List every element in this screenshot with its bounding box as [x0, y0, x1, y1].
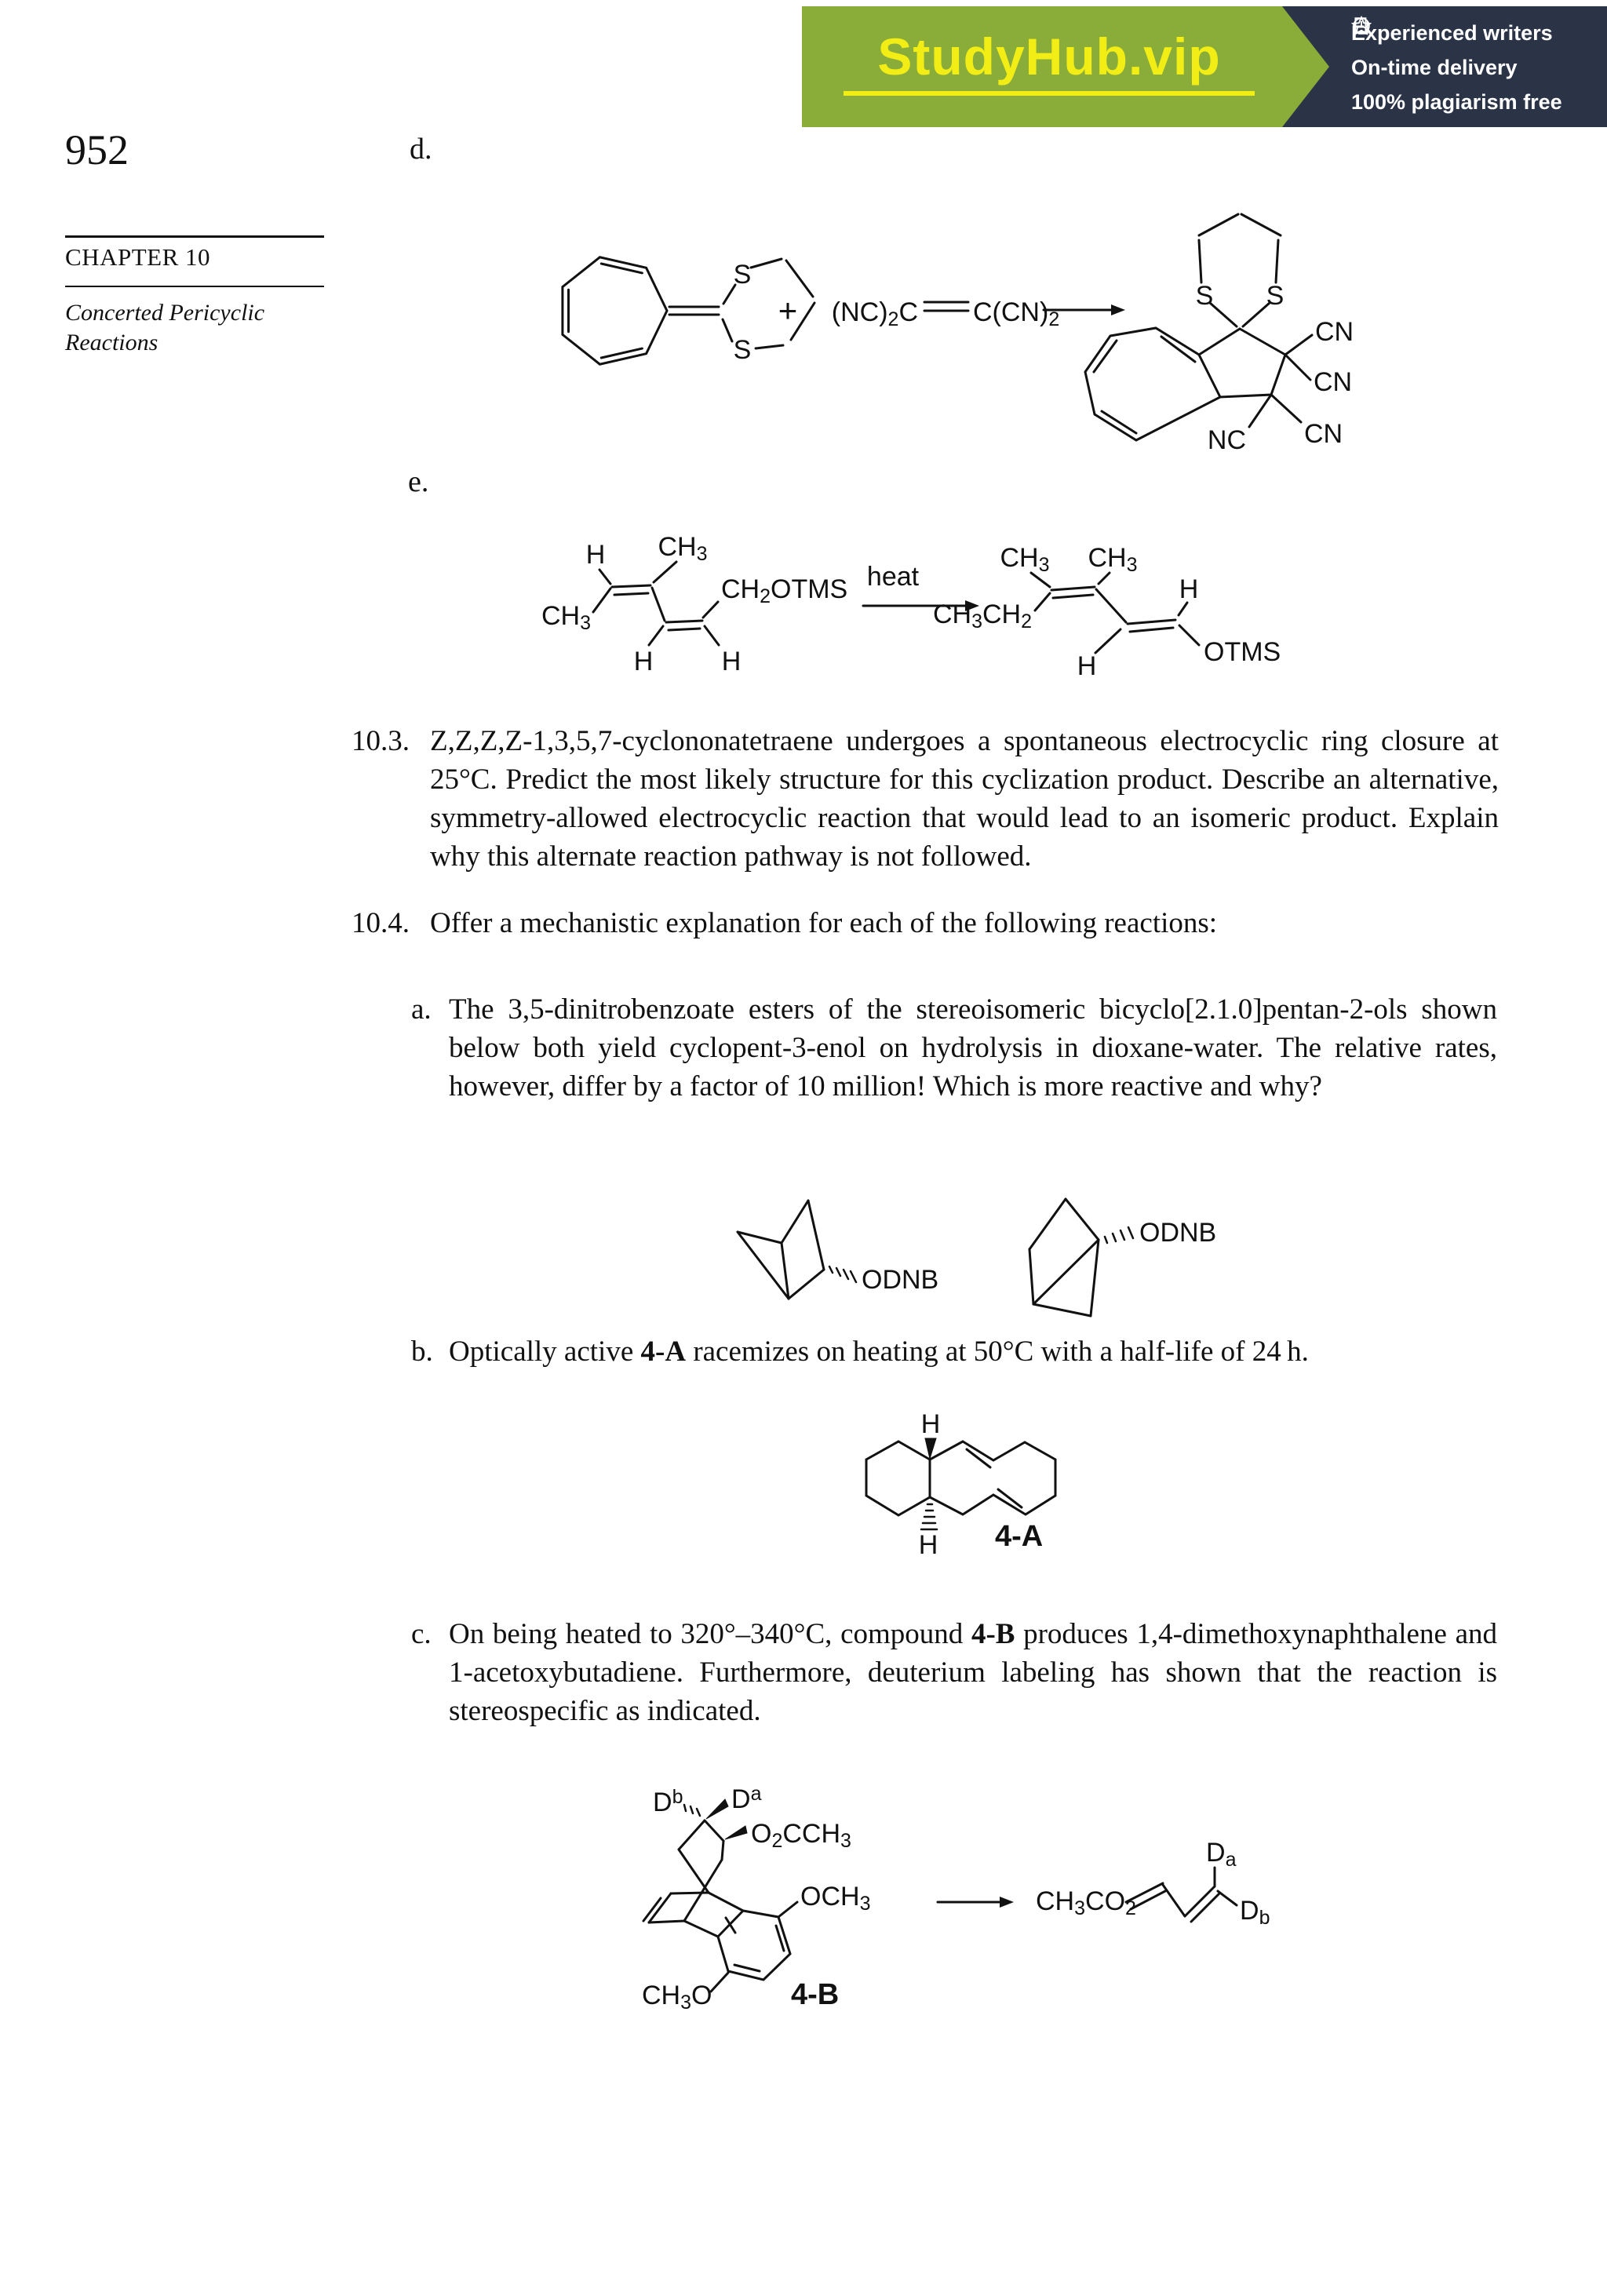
silyl-ether-label: CH2OTMS [721, 574, 848, 607]
reaction-e-scheme [424, 479, 1444, 706]
problem-10-4 [352, 904, 1499, 942]
methoxy-label: OCH3 [800, 1882, 871, 1915]
ethyl-label: CH3CH2 [932, 600, 1032, 632]
divider [65, 286, 324, 287]
compound-4a-label: 4-A [995, 1520, 1044, 1553]
methyl-label: CH3 [658, 532, 708, 565]
item-c-post: produces 1,4-dimethoxynaphthalene and 1-acetoxybutadiene. Furthermore, deuterium labeling has shown that the reaction is stereospecific as indicated. [449, 1618, 1497, 1727]
silyl-ether-label: OTMS [1204, 637, 1281, 667]
part-e-label: e. [408, 465, 429, 498]
nitrile-label: NC [1207, 425, 1246, 455]
item-c-pre: On being heated to 320°–340°C, compound [449, 1618, 971, 1650]
chapter-heading: CHAPTER 10 [65, 243, 210, 271]
feature-plagiarism-free [1351, 85, 1602, 119]
item-a [411, 990, 1497, 1106]
item-b [411, 1332, 1497, 1371]
item-b-pre: Optically active [449, 1336, 641, 1368]
compound-4b-label: 4-B [791, 1978, 840, 2011]
studyhub-ad-banner[interactable] [802, 6, 1607, 127]
feature-label: On-time delivery [1351, 55, 1518, 79]
feature-on-time-delivery [1351, 50, 1602, 85]
h-label: H [1179, 574, 1199, 604]
h-label: H [721, 647, 742, 676]
item-label: b. [411, 1336, 433, 1368]
item-label: c. [411, 1618, 432, 1650]
compound-4a-ref: 4-A [640, 1336, 687, 1368]
heat-condition: heat [866, 562, 920, 592]
problem-number: 10.4. [352, 907, 410, 939]
methoxy-label: CH3O [642, 1981, 712, 2014]
studyhub-logo-text: StudyHub.vip [877, 27, 1221, 86]
item-b-post: racemizes on heating at 50°C with a half-life of 24 h. [686, 1336, 1309, 1368]
h-label: H [1077, 651, 1097, 681]
h-label: H [585, 540, 606, 570]
document-icon [1351, 16, 1372, 36]
sulfur-label: S [733, 335, 752, 365]
sulfur-label: S [1266, 281, 1285, 311]
feature-label: Experienced writers [1351, 20, 1553, 45]
tcne-right: C(CN)2 [973, 297, 1060, 330]
feature-experienced-writers [1351, 16, 1602, 50]
chapter-title: Concerted Pericyclic Reactions [65, 300, 265, 355]
feature-label: 100% plagiarism free [1351, 89, 1562, 114]
page-number: 952 [65, 126, 129, 173]
reaction-d-scheme [494, 201, 1546, 476]
acetoxy-label: O2CCH3 [751, 1819, 851, 1852]
h-label: H [918, 1530, 938, 1560]
divider [65, 235, 324, 238]
item-label: a. [411, 993, 432, 1026]
odnb-label: ODNB [862, 1265, 939, 1295]
nitrile-label: CN [1304, 419, 1343, 449]
sulfur-label: S [1195, 281, 1214, 311]
bicyclopentyl-odnb-structures [691, 1171, 1287, 1339]
part-d-label: d. [410, 133, 432, 166]
methyl-label: CH3 [1088, 543, 1138, 576]
item-text [449, 1332, 1497, 1371]
item-text [449, 1615, 1497, 1730]
methyl-label: CH3 [1000, 543, 1050, 576]
methyl-label: CH3 [541, 601, 591, 634]
logo-underline [844, 91, 1255, 96]
plus-sign: + [778, 292, 798, 329]
problem-text: Z,Z,Z,Z-1,3,5,7-cyclononatetraene undergoes a spontaneous electrocyclic ring closure at 25°C. Predict the most likely structure for this cyclization product. Describe an alternative, symmetry-allowed electrocyclic reaction that would lead to an isomeric product. Explain why this alternate reaction pathway is not followed. [430, 725, 1499, 873]
deuterium-b-label: Db [1240, 1896, 1270, 1929]
nitrile-label: CN [1314, 367, 1353, 397]
h-label: H [920, 1409, 941, 1439]
tcne-left: (NC)2C [831, 297, 918, 330]
h-label: H [633, 647, 654, 676]
compound-4a-structure [800, 1395, 1153, 1576]
studyhub-logo[interactable] [825, 27, 1273, 96]
reaction-4b-scheme [612, 1767, 1491, 2026]
nitrile-label: CN [1315, 317, 1354, 347]
banner-feature-list [1351, 16, 1602, 119]
deuterium-a-label: Da [1206, 1838, 1237, 1871]
problem-number: 10.3. [352, 725, 410, 757]
sulfur-label: S [733, 260, 752, 290]
item-text: The 3,5-dinitrobenzoate esters of the stereoisomeric bicyclo[2.1.0]pentan-2-ols shown below both yield cyclopent-3-enol on hydrolysis in dioxane-water. The relative rates, however, differ by a factor of 10 million! Which is more reactive and why? [449, 993, 1497, 1102]
deuterium-b-label: Db [653, 1786, 683, 1817]
compound-4b-ref: 4-B [971, 1618, 1015, 1650]
deuterium-a-label: Da [731, 1783, 762, 1814]
odnb-label: ODNB [1139, 1218, 1217, 1248]
problem-text: Offer a mechanistic explanation for each of the following reactions: [430, 907, 1218, 939]
item-c [411, 1615, 1497, 1730]
acetate-label: CH3CO2 [1036, 1886, 1136, 1919]
problem-10-3 [352, 722, 1499, 876]
